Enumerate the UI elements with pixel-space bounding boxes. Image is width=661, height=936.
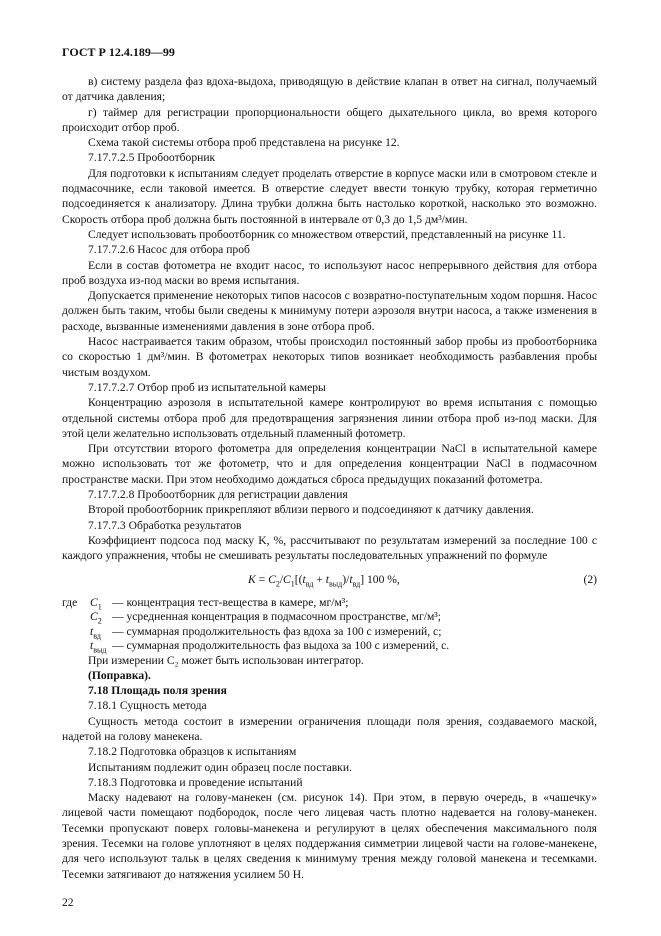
paragraph: Испытаниям подлежит один образец после поставки.: [88, 760, 352, 774]
legend-label: где: [62, 595, 78, 609]
page-header: ГОСТ Р 12.4.189—99: [62, 45, 175, 59]
legend-row: [62, 624, 597, 639]
formula-2: [62, 564, 597, 595]
section-heading: 7.17.7.3 Обработка результатов: [88, 518, 242, 532]
legend-symbol: $t_{вд}$: [90, 624, 101, 640]
legend-definition: — усредненная концентрация в подмасочном пространстве, мг/м³;: [112, 610, 441, 623]
formula-expression: $K = C_2/C_1[(t_{вд} + t_{выд})/t_{вд}]$ 100 %,: [248, 572, 400, 588]
legend-definition: — суммарная продолжительность фаз выдоха за 100 с измерений, с.: [112, 639, 450, 652]
paragraph: Следует использовать пробоотборник со множеством отверстий, представленный на рисунке 11.: [88, 227, 566, 241]
paragraph: Концентрацию аэрозоля в испытательной камере контролируют во время испытания с помощью отдельной системы отбора проб для предотвращения загрязнения линии отбора проб из-под маски. Для этой цели желательно использовать отдельный пламенный фотометр.: [62, 396, 597, 440]
section-heading: 7.17.7.2.5 Пробоотборник: [88, 151, 216, 165]
paragraph: Коэффициент подсоса под маску K, %, рассчитывают по результатам измерений за последние 100 с каждого упражнения, чтобы не смешивать результаты последовательных упражнений по формуле: [62, 533, 597, 563]
legend-symbol: $C_2$: [90, 610, 102, 626]
document-body: [62, 74, 597, 882]
section-heading: 7.17.7.2.6 Насос для отбора проб: [88, 243, 250, 257]
formula-legend: [62, 595, 597, 653]
section-heading: 7.18 Площадь поля зрения: [88, 684, 227, 698]
paragraph: При измерении C₂ может быть использован интегратор.: [88, 653, 364, 667]
section-heading: 7.18.2 Подготовка образцов к испытаниям: [88, 745, 297, 759]
paragraph: Сущность метода состоит в измерении ограничения площади поля зрения, создаваемого маской, надетой на голову манекена.: [62, 714, 597, 743]
section-heading: 7.18.1 Сущность метода: [88, 699, 207, 713]
paragraph: Для подготовки к испытаниям следует проделать отверстие в корпусе маски или в смотровом стекле и подмасочнике, если таковой имеется. В отверстие следует ввести тонкую трубку, которая герметично подсоединяется к анализатору. Длина трубки должна быть настолько короткой, насколько это возможно. Скорость отбора проб должна быть постоянной в интервале от 0,3 до 1,5 дм³/мин.: [62, 166, 597, 226]
section-heading: 7.17.7.2.8 Пробоотборник для регистрации давления: [88, 488, 348, 502]
legend-row: [62, 609, 597, 624]
paragraph: Схема такой системы отбора проб представлена на рисунке 12.: [88, 136, 400, 150]
paragraph: Допускается применение некоторых типов насосов с возвратно-поступательным ходом поршня. Насос должен быть таким, чтобы были сведены к минимуму потери аэрозоля внутри насоса, а также изменения в расходе, вызванные изменениями давления в зоне отбора проб.: [62, 289, 597, 333]
section-heading: (Поправка).: [88, 668, 151, 682]
legend-symbol: $t_{выд}$: [90, 639, 107, 655]
paragraph: Второй пробоотборник прикрепляют вблизи первого и подсоединяют к датчику давления.: [88, 503, 534, 517]
section-heading: 7.18.3 Подготовка и проведение испытаний: [88, 775, 303, 789]
text-block-lower: [62, 653, 597, 882]
legend-symbol: $C_1$: [90, 595, 102, 611]
legend-definition: — суммарная продолжительность фаз вдоха за 100 с измерений, с;: [112, 624, 442, 638]
page-number: 22: [62, 896, 74, 909]
section-heading: 7.17.7.2.7 Отбор проб из испытательной камеры: [88, 380, 326, 394]
paragraph: Если в состав фотометра не входит насос, то используют насос непрерывного действия для отбора проб воздуха из-под маски во время испытания.: [62, 258, 597, 287]
paragraph: При отсутствии второго фотометра для определения концентрации NaCl в испытательной камере можно использовать тот же фотометр, что и для определения концентрации NaCl в подмасочном пространстве маски. При этом необходимо дождаться сброса предыдущих показаний фотометра.: [62, 442, 597, 486]
legend-row: [62, 638, 597, 653]
legend-row: [62, 595, 597, 610]
paragraph: г) таймер для регистрации пропорциональности общего дыхательного цикла, во время которого происходит отбор проб.: [62, 105, 597, 134]
formula-number: (2): [583, 572, 597, 586]
text-block-upper: [62, 74, 597, 564]
legend-definition: — концентрация тест-вещества в камере, мг/м³;: [112, 595, 349, 609]
paragraph: в) систему раздела фаз вдоха-выдоха, приводящую в действие клапан в ответ на сигнал, получаемый от датчика давления;: [62, 75, 597, 104]
paragraph: Насос настраивается таким образом, чтобы происходил постоянный забор пробы из пробоотборника со скоростью 1 дм³/мин. В фотометрах некоторых типов возникает необходимость разбавления пробы чистым воздухом.: [62, 335, 597, 379]
paragraph: Маску надевают на голову-манекен (см. рисунок 14). При этом, в первую очередь, в «чашечку» лицевой части помещают подбородок, после чего лицевая часть плотно надевается на голову-манекен. Тесемки пропускают поверх головы-манекена и регулируют в целях обеспечения максимального поля зрения. Тесемки на голове уплотняют в целях поддержания симметрии лицевой части на голове-манекене, для чего используют тальк в целях сведения к минимуму трения между головой манекена и тесемками. Тесемки затягивают до натяжения усилием 50 Н.: [62, 791, 597, 881]
